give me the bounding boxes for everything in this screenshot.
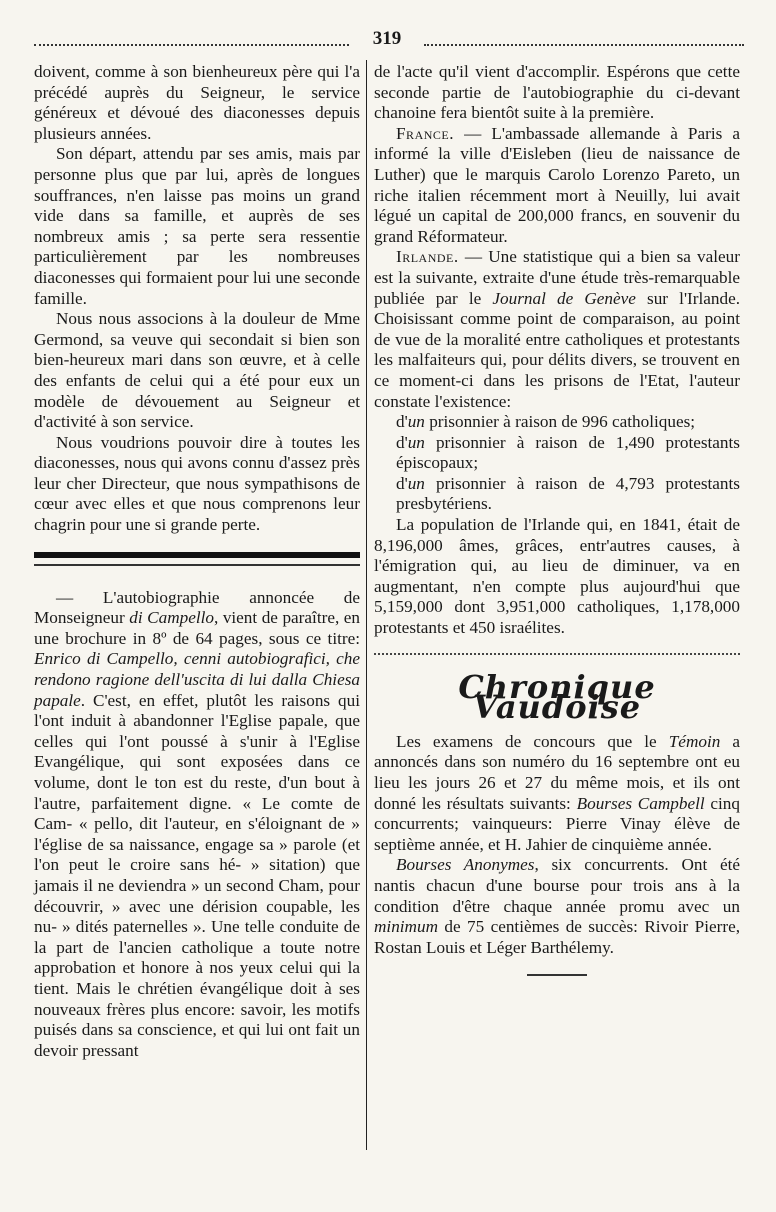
list-item <box>374 433 740 474</box>
italic-run: minimum <box>374 917 438 937</box>
text-run: , six concurrents. Ont été nantis chacun d'une bourse pour trois ans à la condition d'être chaque année promu avec un <box>374 855 740 916</box>
text-run: — L'autobiographie annoncée de Monseigneur <box>34 587 360 628</box>
italic-run: Témoin <box>668 731 721 751</box>
text-run: d' <box>396 432 408 452</box>
paragraph: Nous voudrions pouvoir dire à toutes les diaconesses, nous qui avons connu d'assez près leur cher Directeur, que nous sympathisons de cœur avec elles et que nous comprenons leur chagrin pour une si grande perte. <box>34 432 360 535</box>
text-run: a annoncés dans son numéro du 16 septembre ont eu lieu les jours 26 et 27 du même mois, et ils ont donné les résultats suivants: <box>374 731 740 813</box>
header-ornament-left <box>34 44 349 52</box>
paragraph <box>374 855 740 958</box>
paragraph-autobiographie <box>34 588 360 1062</box>
text-run: d' <box>396 412 408 432</box>
text-run: d' <box>396 473 408 493</box>
page-number: 319 <box>372 28 402 49</box>
text-run: — L'ambassade allemande à Paris a informé la ville d'Eisleben (lieu de naissance de Luther) que le marquis Carolo Lorenzo Pareto, un riche italien récemment mort à Neuilly, lui avait légué un capital de 200,000 francs, en souvenir du grand Réformateur. <box>374 123 740 246</box>
paragraph <box>374 732 740 856</box>
paragraph: de l'acte qu'il vient d'accomplir. Espérons que cette seconde partie de l'autobiographie du ci-devant chanoine fera bientôt suite à la première. <box>374 62 740 123</box>
paragraph-france <box>374 124 740 248</box>
text-run: cinq concurrents; vainqueurs: Pierre Vinay élève de septième année, et H. Jahier de cinquième année. <box>374 793 740 854</box>
italic-run: Enrico di Campello, cenni autobiografici, che rendono ragione dell'uscita di lui dalla Chiesa papale <box>34 649 360 710</box>
italic-run: Journal de Genève <box>492 288 636 308</box>
section-separator <box>374 653 740 657</box>
page-header <box>34 28 744 50</box>
italic-run: un <box>407 432 425 452</box>
section-title: Chronique Vaudoise <box>458 667 656 727</box>
section-separator <box>34 552 360 558</box>
right-column <box>374 62 740 976</box>
text-run: prisonnier à raison de 996 catholiques; <box>424 412 696 432</box>
list-item <box>374 412 740 433</box>
column-divider <box>366 60 367 1150</box>
text-run: prisonnier à raison de 1,490 protestants épiscopaux; <box>396 432 740 473</box>
text-run: prisonnier à raison de 4,793 protestants presbytériens. <box>396 473 740 514</box>
text-run: sur l'Irlande. Choisissant comme point de comparaison, au point de vue de la moralité entre catholiques et protestants les malfaiteurs qui, pour délits divers, se trouvent en ce moment-ci dans les prisons de l'Etat, l'auteur constate l'existence: <box>374 288 740 411</box>
section-label: France. <box>396 123 455 143</box>
text-run: , vient de paraître, en une brochure in 8º de 64 pages, sous ce titre: <box>34 608 360 648</box>
italic-run: Bourses Campbell <box>576 793 705 813</box>
paragraph: Son départ, attendu par ses amis, mais par personne plus que par lui, après de longues souffrances, n'en laisse pas moins un grand vide dans sa famille, et auprès de ses nombreux amis ; sa perte sera ressentie particulièrement par les nombreuses diaconesses qui formaient pour lui une seconde famille. <box>34 144 360 308</box>
paragraph: La population de l'Irlande qui, en 1841, était de 8,196,000 âmes, grâces, entr'autres causes, à l'émigration qui, au lieu de diminuer, va en augmentant, n'en compte plus aujourd'hui que 5,159,000 dont 3,951,000 catholiques, 1,178,000 protestants et 450 israélites. <box>374 515 740 638</box>
italic-run: di Campello <box>129 608 214 628</box>
section-label: Irlande. <box>396 247 459 267</box>
text-run: . C'est, en effet, plutôt les raisons qui l'ont induit à abandonner l'Eglise papale, que celles qui l'ont poussé à s'unir à l'Eglise Evangélique, qui sont exposées dans ce volume, dont le ton est du reste, d'un bout à l'autre, parfaitement digne. « Le comte de Cam- « pello, dit l'auteur, en s'éloignant de » l'église de sa naissance, engage sa » parole (et l'on peut le croire sans hé- » sitation) que jamais il ne deviendra » un second Cham, pour découvrir, » avec une dérision coupable, les nu- » dités paternelles ». Une telle conduite de la part de l'ancien catholique a toute notre approbation et honore à nos yeux celui qui la tient. Mais le chrétien évangélique doit à ses nouveaux frères plus encore: savoir, les motifs puisés dans sa conscience, et qui lui ont fait un devoir pressant <box>34 690 360 1060</box>
list-item <box>374 474 740 515</box>
text-run: de 75 centièmes de succès: Rivoir Pierre, Rostan Louis et Léger Barthélemy. <box>374 917 740 957</box>
text-run: Les examens de concours que le <box>396 731 669 751</box>
left-column <box>34 62 360 1061</box>
section-separator-thin <box>34 564 360 566</box>
paragraph-irlande <box>374 247 740 412</box>
header-ornament-right <box>424 44 744 52</box>
paragraph: doivent, comme à son bienheureux père qui l'a précédé auprès du Seigneur, le service généreux et dévoué des diaconesses depuis plusieurs années. <box>34 62 360 143</box>
end-rule <box>527 974 587 976</box>
italic-run: un <box>407 473 425 493</box>
text-run: — Une statistique qui a bien sa valeur est la suivante, extraite d'une étude très-remarquable publiée par le <box>374 247 740 308</box>
italic-run: un <box>407 412 425 432</box>
italic-run: Bourses Anonymes <box>396 855 535 875</box>
paragraph: Nous nous associons à la douleur de Mme Germond, sa veuve qui secondait si bien son bien-heureux mari dans son œuvre, et à celle des enfants de celui qui a été pour eux un modèle de dévouement au Seigneur et d'activité à son service. <box>34 309 360 432</box>
